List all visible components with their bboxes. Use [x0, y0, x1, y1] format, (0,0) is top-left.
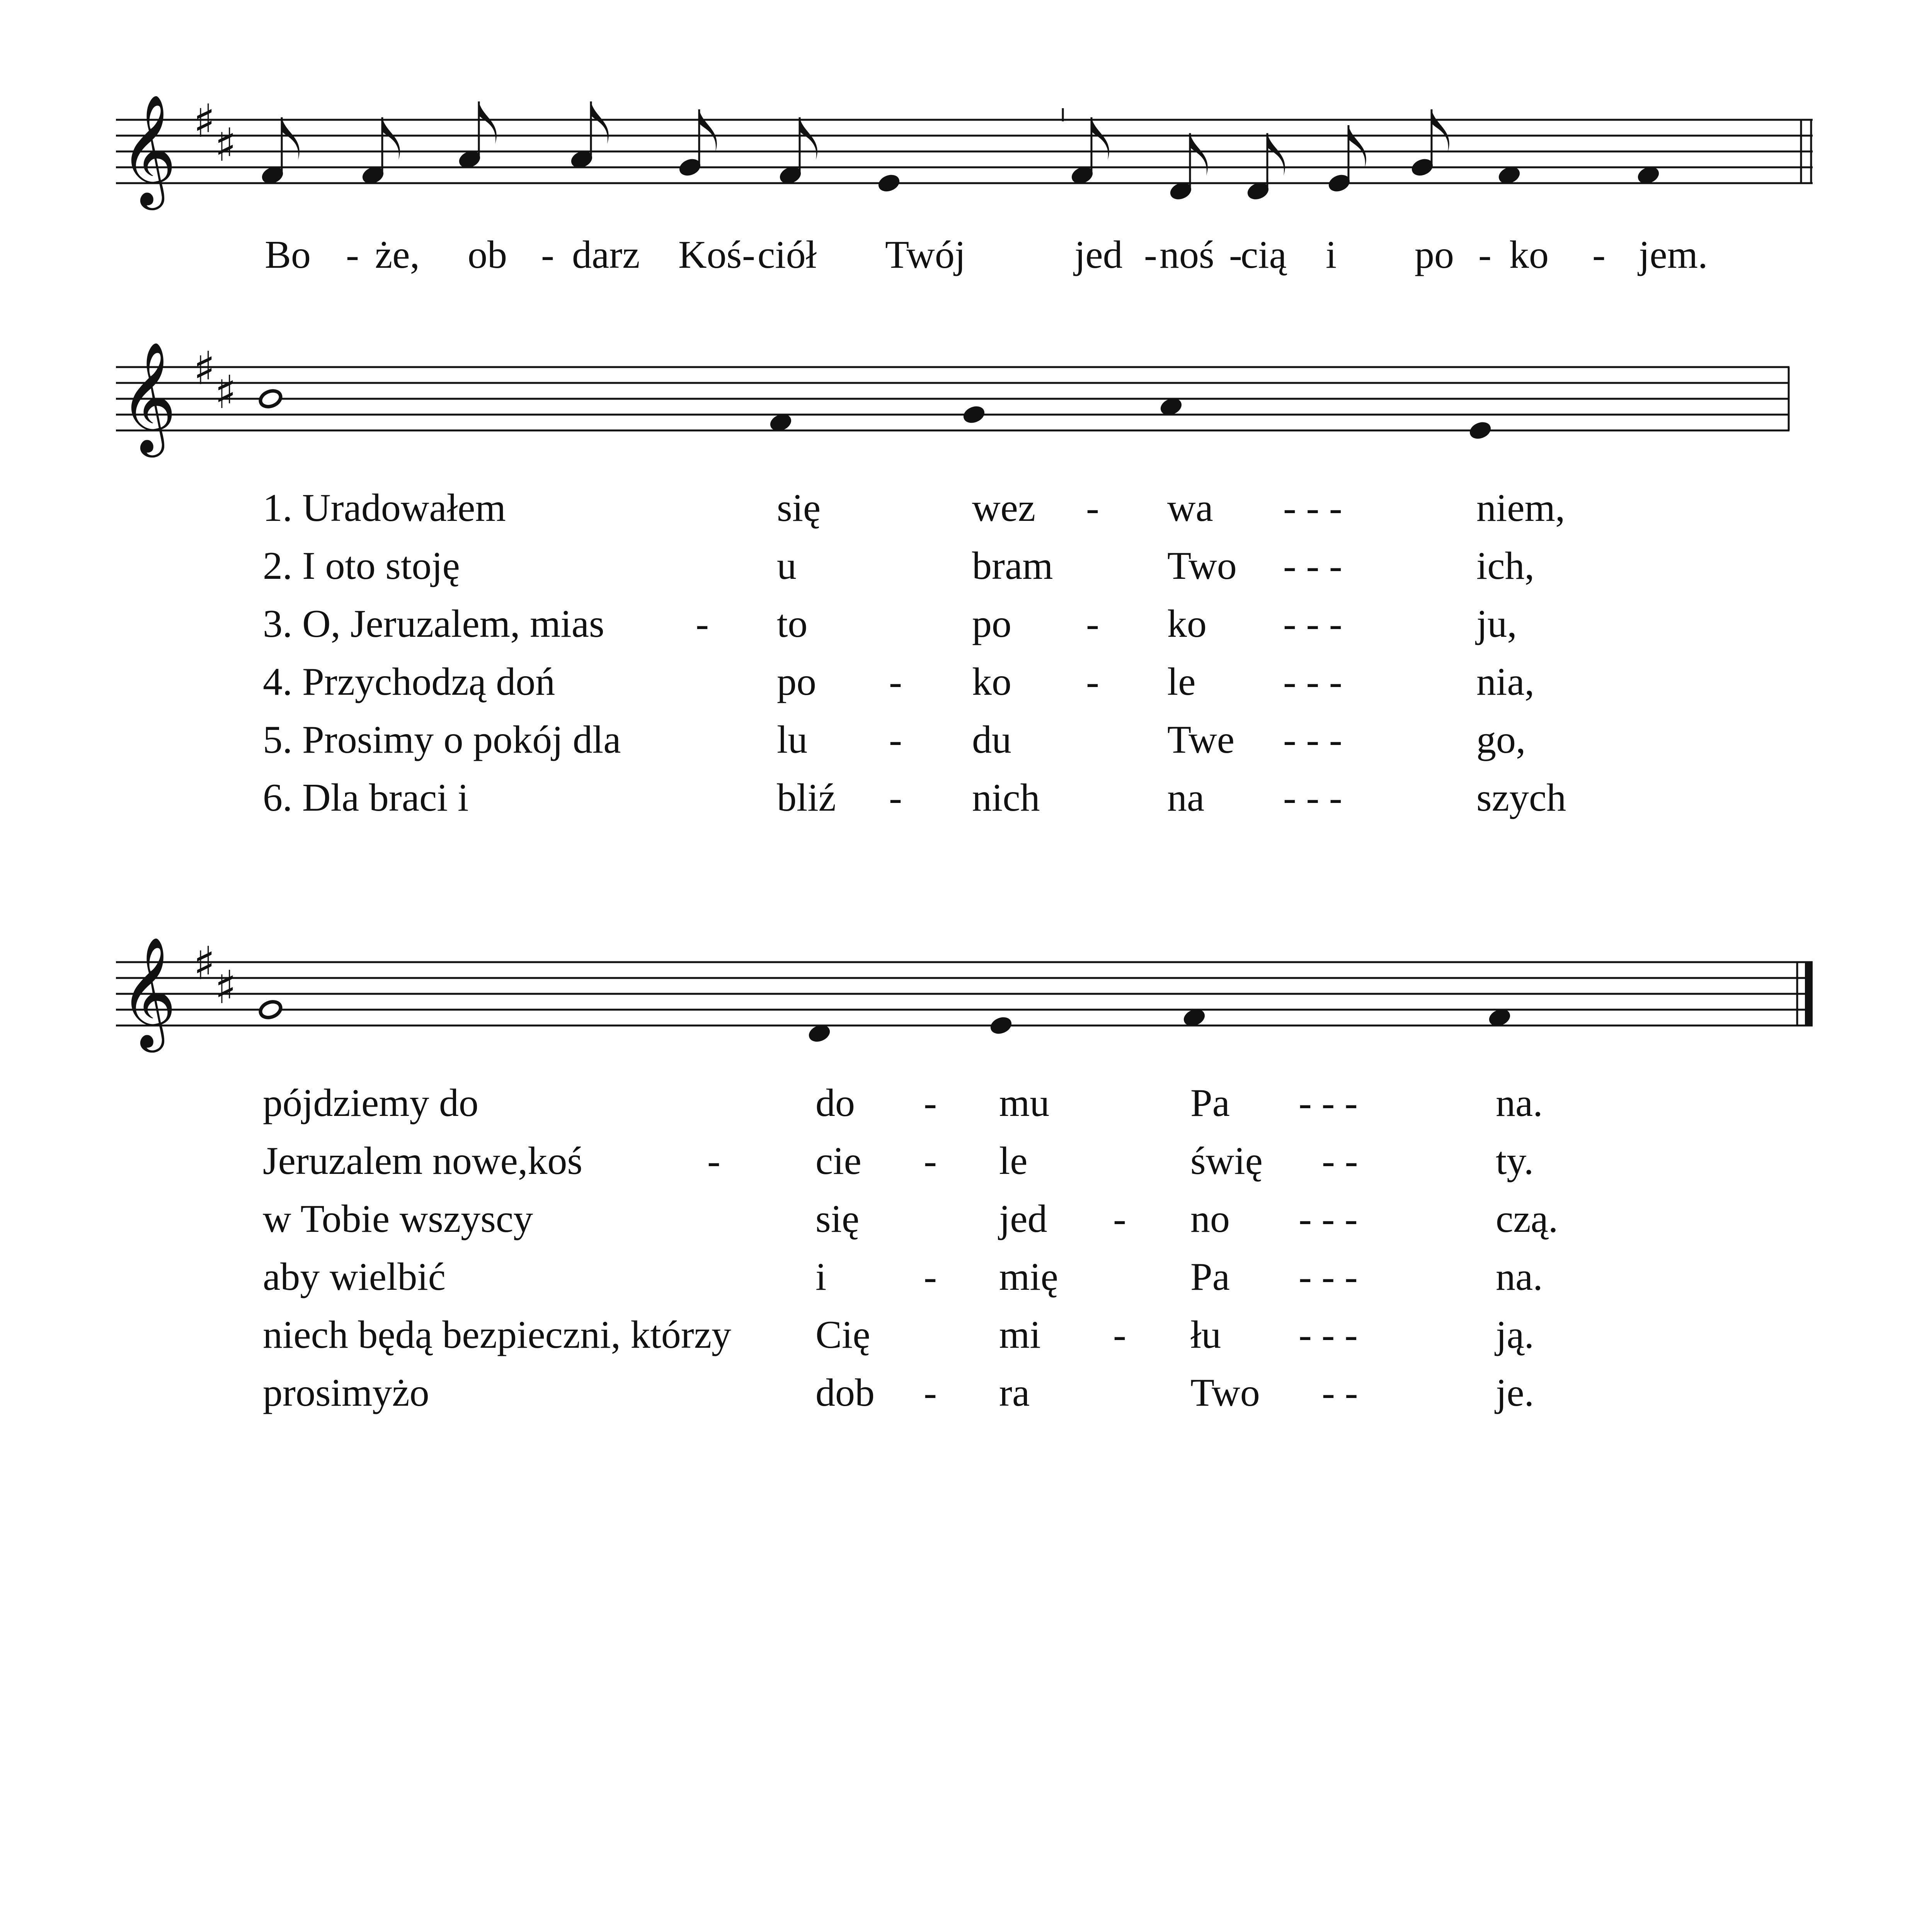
lyric-syllable: cie	[815, 1139, 861, 1183]
sharp-icon: ♯	[215, 118, 237, 172]
lyric-hyphen: - - -	[1283, 486, 1342, 530]
lyric-hyphen: -	[541, 233, 554, 277]
lyric-hyphen: -	[1113, 1197, 1126, 1241]
lyric-syllable: wa	[1167, 486, 1213, 530]
lyric-hyphen: -	[924, 1081, 937, 1125]
verse-row	[0, 771, 1917, 825]
verse-text: Jeruzalem nowe,koś	[263, 1139, 583, 1183]
lyric-syllable: dob	[815, 1371, 875, 1415]
lyric-syllable: ty.	[1496, 1139, 1534, 1183]
lyric-hyphen: -	[889, 718, 902, 762]
verse-row	[0, 481, 1917, 535]
lyric-hyphen: - -	[1322, 1139, 1358, 1183]
verse-text: 5. Prosimy o pokój dla	[263, 718, 621, 762]
antiphon-lyrics	[0, 228, 1917, 282]
lyric-hyphen: -	[924, 1139, 937, 1183]
lyric-syllable: świę	[1190, 1139, 1263, 1183]
lyric-syllable: Cię	[815, 1313, 870, 1357]
sharp-icon: ♯	[215, 961, 237, 1014]
lyric-syllable: ra	[999, 1371, 1030, 1415]
lyric-syllable: nich	[972, 776, 1040, 820]
note-flag	[1190, 133, 1208, 176]
sharp-icon: ♯	[193, 94, 216, 148]
lyric-syllable: Pa	[1190, 1081, 1230, 1125]
lyric-hyphen: -	[1478, 233, 1491, 277]
sharp-icon: ♯	[193, 342, 216, 395]
verse-row	[0, 597, 1917, 651]
lyric-hyphen: - -	[1322, 1371, 1358, 1415]
lyric-syllable: Twe	[1167, 718, 1235, 762]
lyric-hyphen: -	[889, 776, 902, 820]
note-quarter-E4	[1468, 420, 1493, 441]
note-flag	[1348, 125, 1366, 168]
staff-antiphon	[0, 89, 1917, 243]
lyric-hyphen: -	[346, 233, 359, 277]
lyric-syllable: się	[777, 486, 821, 530]
verse-row	[0, 713, 1917, 767]
staff-psalm-part-1	[0, 336, 1917, 491]
lyric-syllable: go,	[1476, 718, 1526, 762]
notes-psalm-part-2	[258, 999, 1512, 1044]
verse-row	[0, 539, 1917, 593]
staff-lines	[116, 367, 1789, 430]
lyric-hyphen: -	[707, 1139, 720, 1183]
lyric-hyphen: - - -	[1299, 1313, 1358, 1357]
lyric-hyphen: -	[742, 233, 755, 277]
lyric-hyphen: - - -	[1283, 776, 1342, 820]
verse-row	[0, 1192, 1917, 1246]
lyric-syllable: i	[815, 1255, 827, 1299]
key-signature	[193, 937, 237, 1014]
lyric-hyphen: - - -	[1299, 1255, 1358, 1299]
verse-text: prosimyżo	[263, 1371, 429, 1415]
note-half-G4	[258, 999, 283, 1020]
verse-row	[0, 1308, 1917, 1362]
lyric-syllable: ciół	[758, 233, 817, 277]
lyric-syllable: Two	[1167, 544, 1237, 588]
note-flag	[1432, 109, 1449, 152]
lyric-syllable: i	[1326, 233, 1337, 277]
lyric-syllable: Bo	[265, 233, 311, 277]
note-flag	[699, 109, 717, 152]
verse-text: 2. I oto stoję	[263, 544, 460, 588]
treble-clef-icon: 𝄞	[120, 936, 177, 1048]
lyric-syllable: mu	[999, 1081, 1050, 1125]
lyric-syllable: łu	[1190, 1313, 1221, 1357]
lyric-syllable: do	[815, 1081, 855, 1125]
lyric-syllable: bliź	[777, 776, 836, 820]
lyric-syllable: u	[777, 544, 797, 588]
lyric-syllable: Koś	[678, 233, 742, 277]
lyric-syllable: bram	[972, 544, 1053, 588]
lyric-hyphen: -	[1144, 233, 1157, 277]
lyric-hyphen: - - -	[1299, 1081, 1358, 1125]
lyric-syllable: na.	[1496, 1255, 1543, 1299]
lyric-syllable: po	[1415, 233, 1454, 277]
note-flag	[800, 117, 817, 160]
lyric-hyphen: -	[1592, 233, 1605, 277]
verse-text: aby wielbić	[263, 1255, 446, 1299]
lyric-hyphen: -	[1086, 602, 1099, 646]
lyric-hyphen: - - -	[1283, 660, 1342, 704]
note-flag	[591, 102, 609, 144]
key-signature	[193, 94, 237, 172]
lyric-hyphen: - - -	[1283, 602, 1342, 646]
note-quarter-E4	[989, 1015, 1013, 1036]
final-barline	[1805, 962, 1813, 1026]
lyric-syllable: mię	[999, 1255, 1058, 1299]
lyric-hyphen: -	[1086, 660, 1099, 704]
note-flag	[1091, 117, 1109, 160]
lyric-syllable: jem.	[1639, 233, 1708, 277]
treble-clef-icon: 𝄞	[120, 94, 177, 205]
verse-text: niech będą bezpieczni, którzy	[263, 1313, 732, 1357]
lyric-hyphen: -	[924, 1371, 937, 1415]
lyric-syllable: ją.	[1496, 1313, 1534, 1357]
lyric-hyphen: -	[1086, 486, 1099, 530]
lyric-hyphen: -	[889, 660, 902, 704]
lyric-syllable: ob	[468, 233, 507, 277]
note-flag	[282, 117, 300, 160]
sharp-icon: ♯	[215, 366, 237, 419]
lyric-syllable: się	[815, 1197, 860, 1241]
lyric-syllable: ich,	[1476, 544, 1535, 588]
verse-row	[0, 1076, 1917, 1130]
lyric-syllable: po	[972, 602, 1011, 646]
verse-text: 6. Dla braci i	[263, 776, 469, 820]
verse-row	[0, 1366, 1917, 1420]
lyric-syllable: jed	[999, 1197, 1047, 1241]
verse-text: 4. Przychodzą doń	[263, 660, 555, 704]
lyric-hyphen: -	[1229, 233, 1242, 277]
note-flag	[479, 102, 497, 144]
lyric-hyphen: - - -	[1283, 544, 1342, 588]
verse-text: 3. O, Jeruzalem, mias	[263, 602, 604, 646]
lyric-syllable: wez	[972, 486, 1036, 530]
lyric-syllable: Pa	[1190, 1255, 1230, 1299]
note-half-B4	[258, 388, 283, 409]
treble-clef-icon: 𝄞	[120, 341, 177, 452]
lyric-hyphen: - - -	[1283, 718, 1342, 762]
lyric-hyphen: -	[924, 1255, 937, 1299]
sharp-icon: ♯	[193, 937, 216, 990]
lyric-syllable: Two	[1190, 1371, 1260, 1415]
lyric-syllable: niem,	[1476, 486, 1565, 530]
lyric-syllable: Twój	[885, 233, 966, 277]
lyric-syllable: du	[972, 718, 1011, 762]
lyric-syllable: ko	[972, 660, 1011, 704]
lyric-syllable: na	[1167, 776, 1205, 820]
lyric-syllable: mi	[999, 1313, 1041, 1357]
note-flag	[382, 117, 400, 160]
verse-row	[0, 1134, 1917, 1188]
staff-psalm-part-2	[0, 931, 1917, 1086]
verse-text: w Tobie wszyscy	[263, 1197, 533, 1241]
verse-text: 1. Uradowałem	[263, 486, 506, 530]
verse-text: pójdziemy do	[263, 1081, 479, 1125]
note-quarter-E4	[877, 172, 901, 194]
note-flag	[1267, 133, 1285, 176]
staff-lines	[116, 962, 1813, 1026]
lyric-syllable: jed	[1074, 233, 1123, 277]
lyric-syllable: na.	[1496, 1081, 1543, 1125]
lyric-syllable: czą.	[1496, 1197, 1558, 1241]
lyric-syllable: cią	[1241, 233, 1287, 277]
lyric-syllable: po	[777, 660, 816, 704]
key-signature	[193, 342, 237, 419]
lyric-syllable: noś	[1159, 233, 1214, 277]
lyric-syllable: le	[999, 1139, 1028, 1183]
lyric-syllable: szych	[1476, 776, 1566, 820]
lyric-syllable: to	[777, 602, 808, 646]
lyric-syllable: lu	[777, 718, 808, 762]
lyric-hyphen: - - -	[1299, 1197, 1358, 1241]
verse-row	[0, 655, 1917, 709]
lyric-syllable: no	[1190, 1197, 1230, 1241]
lyric-syllable: le	[1167, 660, 1196, 704]
lyric-hyphen: -	[696, 602, 709, 646]
lyric-syllable: nia,	[1476, 660, 1535, 704]
lyric-syllable: darz	[572, 233, 640, 277]
lyric-syllable: ko	[1509, 233, 1549, 277]
lyric-syllable: że,	[375, 233, 420, 277]
note-quarter-G4	[962, 404, 986, 425]
lyric-syllable: je.	[1496, 1371, 1534, 1415]
lyric-syllable: ko	[1167, 602, 1207, 646]
lyric-syllable: ju,	[1476, 602, 1517, 646]
verse-row	[0, 1250, 1917, 1304]
lyric-hyphen: -	[1113, 1313, 1126, 1357]
